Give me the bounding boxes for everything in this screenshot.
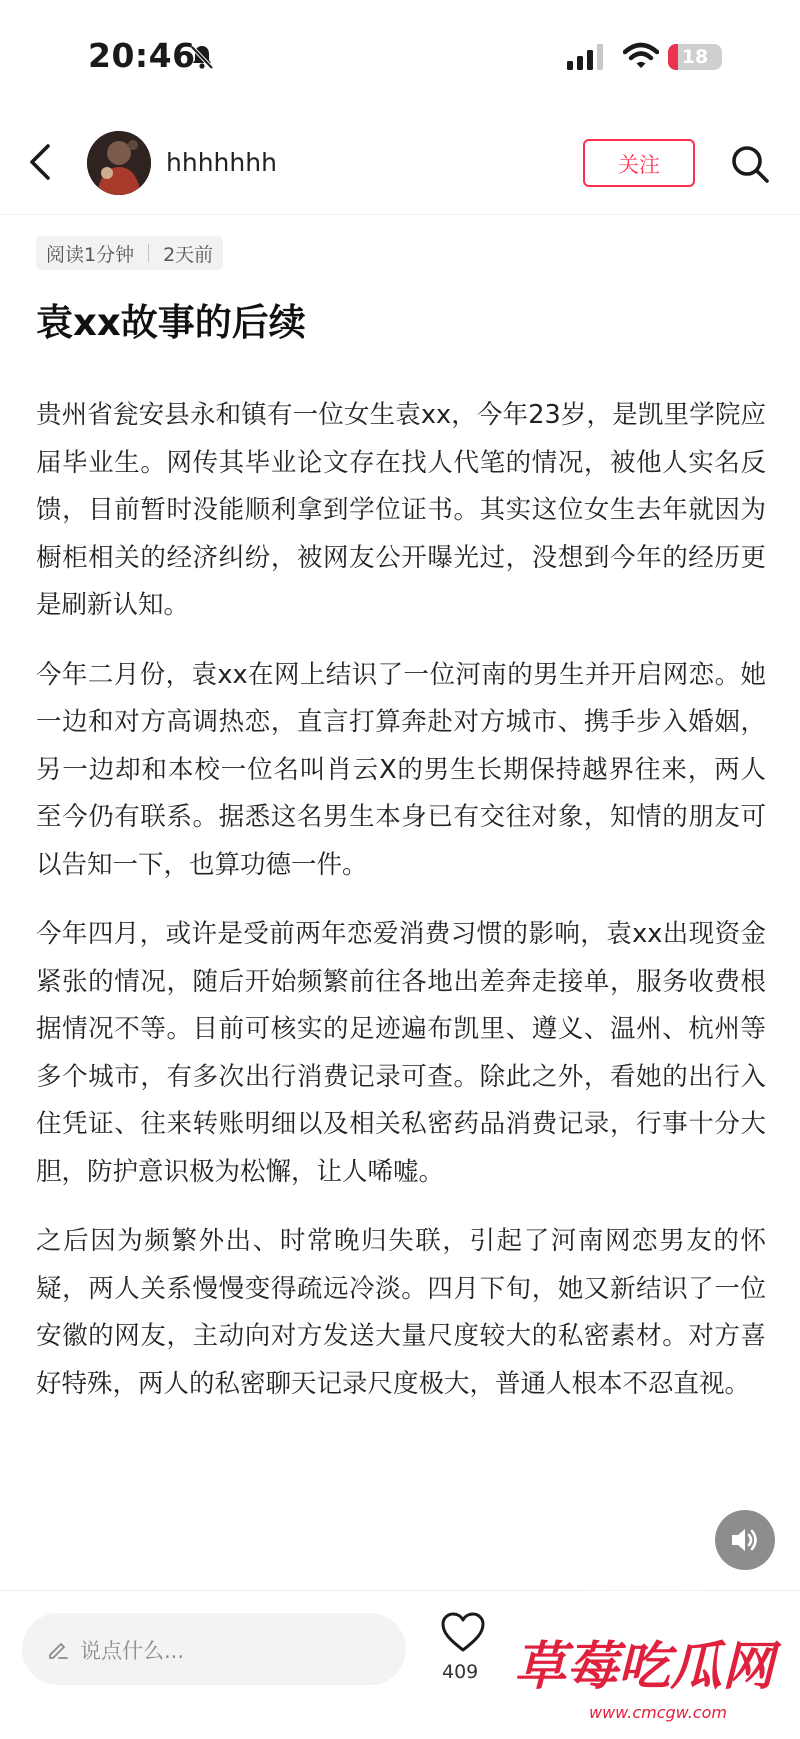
username[interactable]: hhhhhhh	[166, 148, 277, 177]
article-paragraph: 贵州省瓮安县永和镇有一位女生袁xx，今年23岁，是凯里学院应届毕业生。网传其毕业论文存在找人代笔的情况，被他人实名反馈，目前暂时没能顺利拿到学位证书。其实这位女生去年就因为橱柜相关的经济纠纷，被网友公开曝光过，没想到今年的经历更是刷新认知。	[36, 400, 766, 620]
pen-icon	[46, 1637, 70, 1661]
article-paragraph: 今年二月份，袁xx在网上结识了一位河南的男生并开启网恋。她一边和对方高调热恋，直言打算奔赴对方城市、携手步入婚姻，另一边却和本校一位名叫肖云X的男生长期保持越界往来，两人至今仍有联系。据悉这名男生本身已有交往对象，知情的朋友可以告知一下，也算功德一件。	[36, 659, 766, 880]
bell-slash-icon	[190, 44, 214, 70]
watermark-logo	[488, 1586, 800, 1738]
chevron-left-icon[interactable]	[26, 142, 56, 182]
battery-level: 18	[681, 46, 709, 68]
sound-button[interactable]	[715, 1510, 775, 1570]
speaker-icon	[729, 1526, 761, 1554]
article-title: 袁xx故事的后续	[36, 301, 306, 344]
comment-input[interactable]	[22, 1613, 406, 1685]
status-time: 20:46	[88, 36, 196, 75]
cellular-signal-icon	[567, 44, 605, 70]
article-meta	[36, 236, 223, 270]
article-paragraph: 今年四月，或许是受前两年恋爱消费习惯的影响，袁xx出现资金紧张的情况，随后开始频繁前往各地出差奔走接单，服务收费根据情况不等。目前可核实的足迹遍布凯里、遵义、温州、杭州等多个城市，有多次出行消费记录可查。除此之外，看她的出行入住凭证、往来转账明细以及相关私密药品消费记录，行事十分大胆，防护意识极为松懈，让人唏嘘。	[36, 919, 766, 1187]
wifi-icon	[623, 42, 659, 70]
article-paragraph: 之后因为频繁外出、时常晚归失联，引起了河南网恋男友的怀疑，两人关系慢慢变得疏远冷淡。四月下旬，她又新结识了一位安徽的网友，主动向对方发送大量尺度较大的私密素材。对方喜好特殊，两人的私密聊天记录尺度极大，普通人根本不忍直视。	[36, 1226, 766, 1399]
avatar[interactable]	[87, 131, 151, 195]
post-time: 2天前	[163, 243, 214, 266]
top-nav	[0, 112, 800, 215]
read-time: 阅读1分钟	[46, 243, 135, 266]
avatar-image	[87, 131, 151, 195]
status-bar	[0, 0, 800, 110]
follow-button[interactable]: 关注	[583, 139, 695, 187]
article-body	[36, 392, 766, 1430]
search-icon[interactable]	[730, 144, 770, 184]
meta-divider	[148, 244, 149, 262]
heart-icon[interactable]	[440, 1611, 486, 1653]
battery-indicator	[668, 44, 722, 70]
like-count: 409	[442, 1661, 479, 1683]
comment-placeholder: 说点什么...	[80, 1639, 185, 1663]
svg-text:www.cmcgw.com: www.cmcgw.com	[589, 1703, 727, 1722]
svg-text:草莓吃瓜网: 草莓吃瓜网	[513, 1637, 775, 1697]
